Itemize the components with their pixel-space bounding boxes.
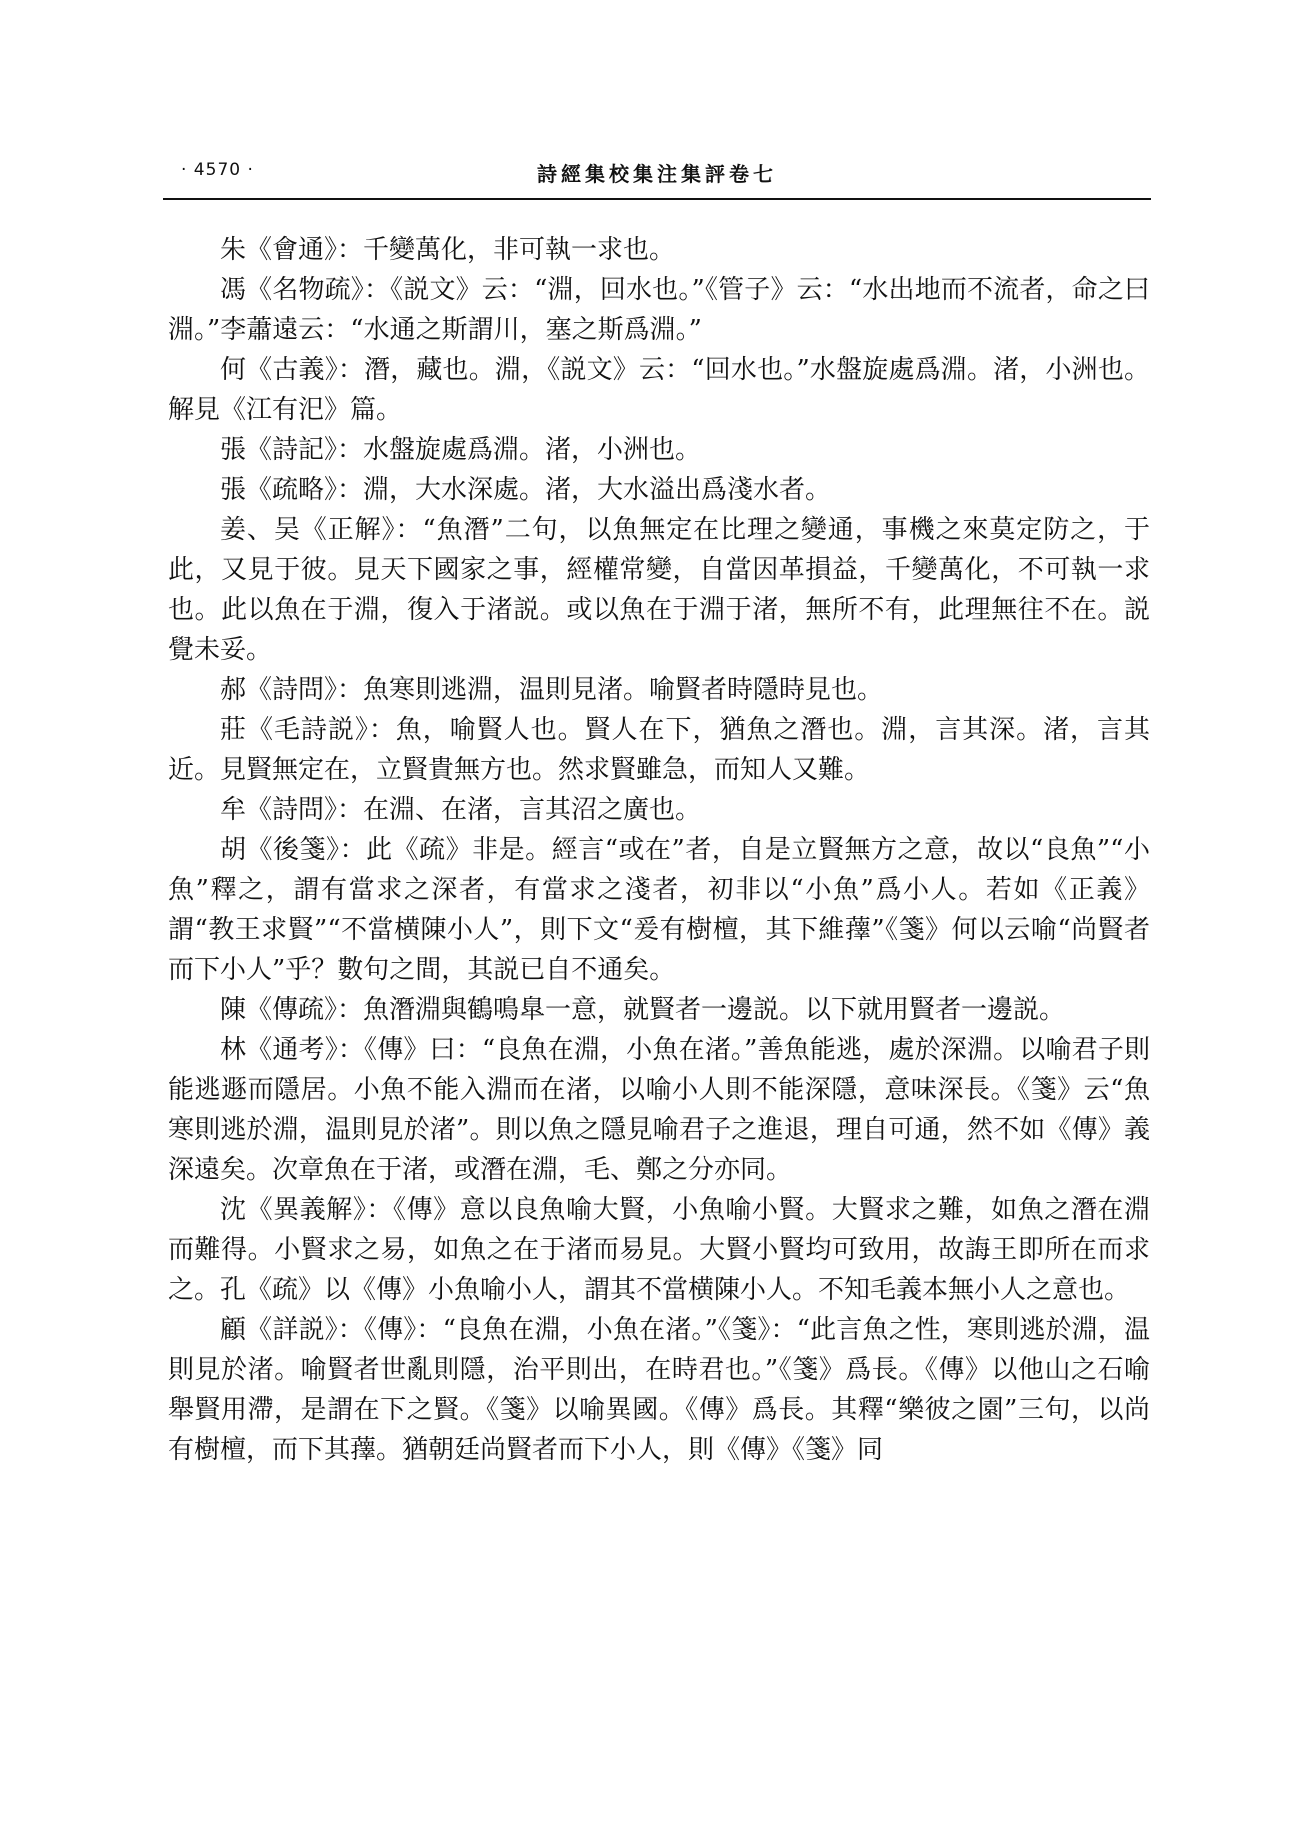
paragraph: 姜、吴《正解》：“魚潛”二句，以魚無定在比理之變通，事機之來莫定防之，于此，又見于彼。見天下國家之事，經權常變，自當因革損益，千變萬化，不可執一求也。此以魚在于淵，復入于渚説。或以魚在于淵于渚，無所不有，此理無往不在。説覺未妥。: [168, 515, 1150, 665]
running-title: 詩經集校集注集評卷七: [537, 162, 777, 186]
page-number: · 4570 ·: [181, 160, 254, 180]
paragraph: 張《疏略》：淵，大水深處。渚，大水溢出爲淺水者。: [220, 475, 832, 505]
page-header: [163, 158, 1151, 200]
paragraph: 林《通考》：《傳》曰：“良魚在淵，小魚在渚。”善魚能逃，處於深淵。以喻君子則能逃遯而隱居。小魚不能入淵而在渚，以喻小人則不能深隱，意味深長。《箋》云“魚寒則逃於淵，温則見於渚”。則以魚之隱見喻君子之進退，理自可通，然不如《傳》義深遠矣。次章魚在于渚，或潛在淵，毛、鄭之分亦同。: [168, 1035, 1150, 1185]
paragraph: 顧《詳説》：《傳》：“良魚在淵，小魚在渚。”《箋》：“此言魚之性，寒則逃於淵，温則見於渚。喻賢者世亂則隱，治平則出，在時君也。”《箋》爲長。《傳》以他山之石喻舉賢用滯，是謂在下之賢。《箋》以喻異國。《傳》爲長。其釋“樂彼之園”三句，以尚有樹檀，而下其蘀。猶朝廷尚賢者而下小人，則《傳》《箋》同: [168, 1315, 1150, 1465]
paragraph: 沈《異義解》：《傳》意以良魚喻大賢，小魚喻小賢。大賢求之難，如魚之潛在淵而難得。小賢求之易，如魚之在于渚而易見。大賢小賢均可致用，故誨王即所在而求之。孔《疏》以《傳》小魚喻小人，謂其不當横陳小人。不知毛義本無小人之意也。: [168, 1195, 1150, 1305]
paragraph: 何《古義》：潛，藏也。淵，《説文》云：“回水也。”水盤旋處爲淵。渚，小洲也。解見《江有汜》篇。: [168, 355, 1150, 425]
paragraph: 朱《會通》：千變萬化，非可執一求也。: [220, 235, 676, 265]
paragraph: 胡《後箋》：此《疏》非是。經言“或在”者，自是立賢無方之意，故以“良魚”“小魚”釋之，謂有當求之深者，有當求之淺者，初非以“小魚”爲小人。若如《正義》謂“教王求賢”“不當横陳小人”，則下文“爰有樹檀，其下維蘀”《箋》何以云喻“尚賢者而下小人”乎？數句之間，其説已自不通矣。: [168, 835, 1150, 985]
paragraph: 張《詩記》：水盤旋處爲淵。渚，小洲也。: [220, 435, 702, 465]
paragraph: 郝《詩問》：魚寒則逃淵，温則見渚。喻賢者時隱時見也。: [220, 675, 884, 705]
paragraph: 莊《毛詩説》：魚，喻賢人也。賢人在下，猶魚之潛也。淵，言其深。渚，言其近。見賢無定在，立賢貴無方也。然求賢雖急，而知人又難。: [168, 715, 1150, 785]
paragraph: 陳《傳疏》：魚潛淵與鶴鳴臯一意，就賢者一邊説。以下就用賢者一邊説。: [220, 995, 1066, 1025]
body-text: [168, 230, 1150, 1470]
paragraph: 馮《名物疏》：《説文》云：“淵，回水也。”《管子》云：“水出地而不流者，命之曰淵。”李蕭遠云：“水通之斯謂川，塞之斯爲淵。”: [168, 275, 1150, 345]
paragraph: 牟《詩問》：在淵、在渚，言其沼之廣也。: [220, 795, 702, 825]
